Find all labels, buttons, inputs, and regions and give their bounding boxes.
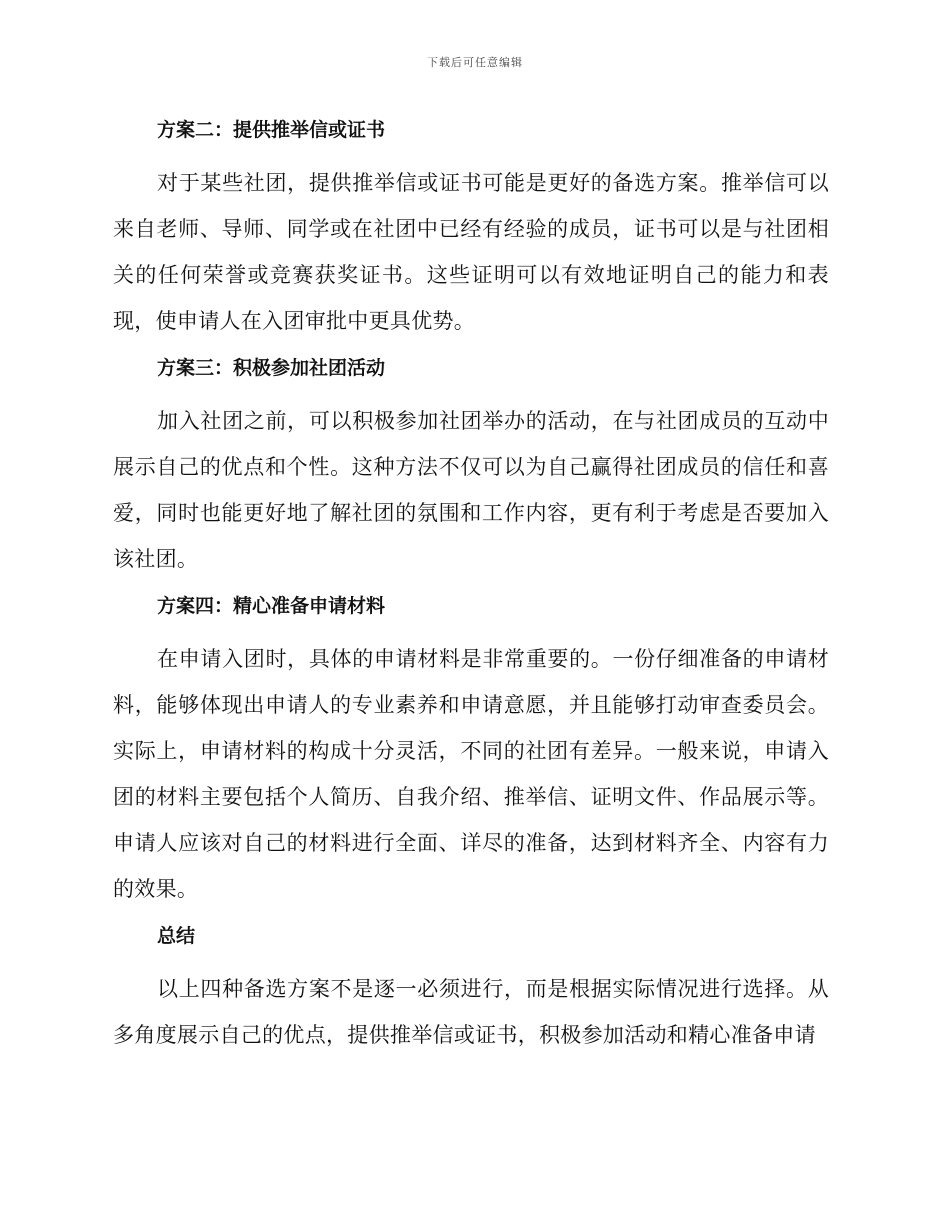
- section-body-plan-two: 对于某些社团，提供推举信或证书可能是更好的备选方案。推举信可以来自老师、导师、同学或在社团中已经有经验的成员，证书可以是与社团相关的任何荣誉或竞赛获奖证书。这些证明可以有效地证明自己的能力和表现，使申请人在入团审批中更具优势。: [113, 171, 829, 333]
- section-heading-plan-three: 方案三：积极参加社团活动: [157, 357, 386, 379]
- section-body-plan-three: 加入社团之前，可以积极参加社团举办的活动，在与社团成员的互动中展示自己的优点和个性。这种方法不仅可以为自己赢得社团成员的信任和喜爱，同时也能更好地了解社团的氛围和工作内容，更有利于考虑是否要加入该社团。: [113, 409, 829, 571]
- document-content: [113, 110, 829, 1068]
- section-heading-plan-two: 方案二：提供推举信或证书: [157, 119, 386, 141]
- section-heading-plan-four: 方案四：精心准备申请材料: [157, 595, 386, 617]
- section-body-plan-four: 在申请入团时，具体的申请材料是非常重要的。一份仔细准备的申请材料，能够体现出申请人的专业素养和申请意愿，并且能够打动审查委员会。实际上，申请材料的构成十分灵活，不同的社团有差异。一般来说，申请入团的材料主要包括个人简历、自我介绍、推举信、证明文件、作品展示等。申请人应该对自己的材料进行全面、详尽的准备，达到材料齐全、内容有力的效果。: [113, 647, 829, 901]
- page-header-note: 下载后可任意编辑: [427, 56, 523, 69]
- section-body-summary: 以上四种备选方案不是逐一必须进行，而是根据实际情况进行选择。从多角度展示自己的优点，提供推举信或证书，积极参加活动和精心准备申请: [113, 977, 829, 1047]
- section-heading-summary: 总结: [157, 925, 196, 947]
